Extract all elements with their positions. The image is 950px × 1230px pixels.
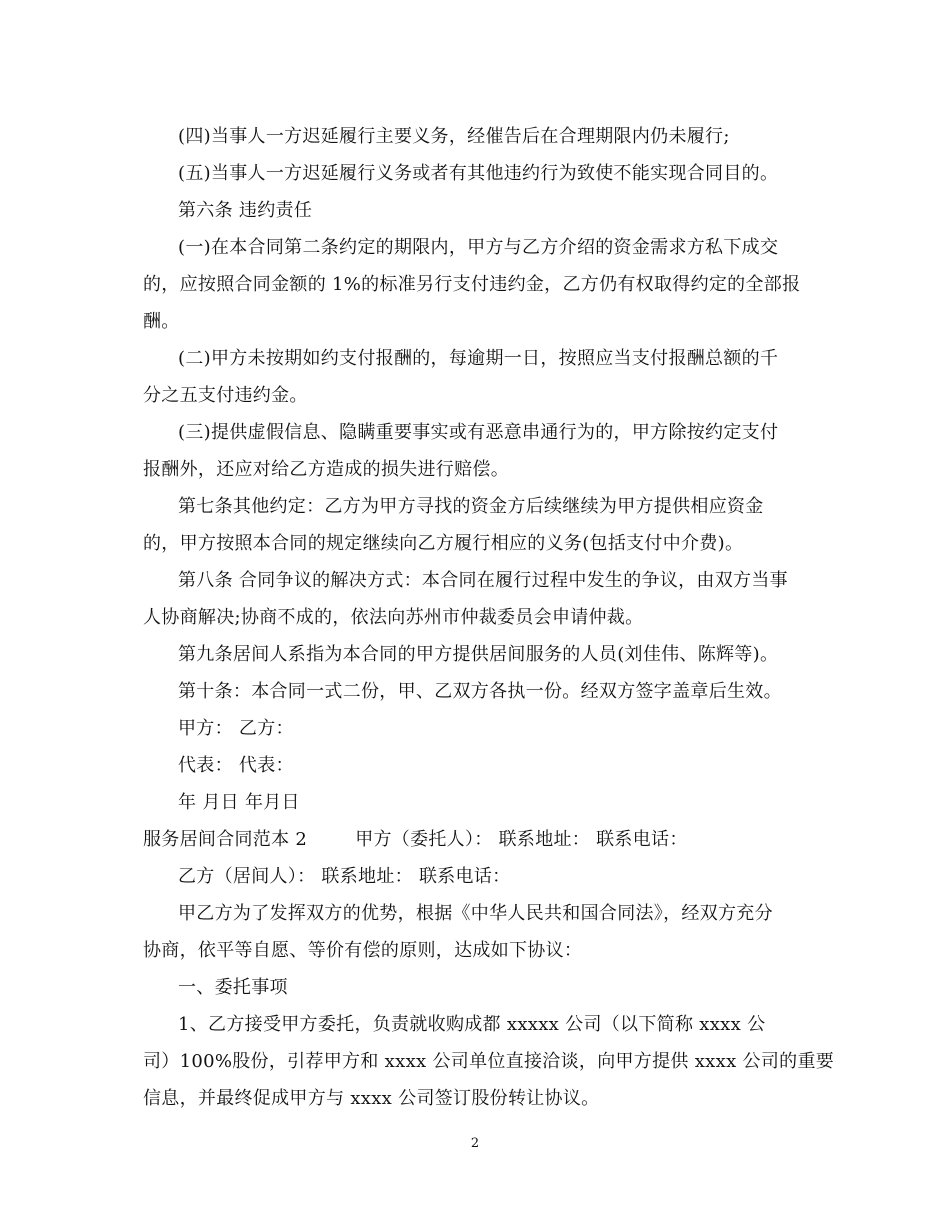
text-block-2 <box>143 858 835 1117</box>
paragraph-line: (四)当事人一方迟延履行主要义务，经催告后在合理期限内仍未履行; <box>178 126 730 147</box>
paragraph-line: 甲乙方为了发挥双方的优势，根据《中华人民共和国合同法》，经双方充分 <box>178 903 773 924</box>
paragraph-line: 第八条 合同争议的解决方式：本合同在履行过程中发生的争议，由双方当事 <box>178 570 788 591</box>
paragraph-line: 一、委托事项 <box>178 977 288 998</box>
text-block-1 <box>143 118 813 821</box>
paragraph-line: 第十条：本合同一式二份，甲、乙双方各执一份。经双方签字盖章后生效。 <box>178 681 782 702</box>
paragraph-line: (三)提供虚假信息、隐瞒重要事实或有恶意串通行为的，甲方除按约定支付 <box>178 422 779 443</box>
paragraph-line: 乙方（居间人）： 联系地址： 联系电话： <box>178 866 511 887</box>
paragraph-line: 分之五支付违约金。 <box>143 385 308 406</box>
paragraph-line: 的，甲方按照本合同的规定继续向乙方履行相应的义务(包括支付中介费)。 <box>143 533 744 554</box>
paragraph-line: 司）100%股份，引荐甲方和 xxxx 公司单位直接洽谈，向甲方提供 xxxx 公司的重要 <box>143 1051 835 1072</box>
paragraph-line: 信息，并最终促成甲方与 xxxx 公司签订股份转让协议。 <box>143 1088 600 1109</box>
section-title: 服务居间合同范本 2 <box>143 829 308 850</box>
paragraph-line: 人协商解决;协商不成的，依法向苏州市仲裁委员会申请仲裁。 <box>143 607 644 628</box>
paragraph-line: 代表： 代表： <box>178 755 294 776</box>
paragraph-line: (五)当事人一方迟延履行义务或者有其他违约行为致使不能实现合同目的。 <box>178 163 779 184</box>
paragraph-line: 的，应按照合同金额的 1%的标准另行支付违约金，乙方仍有权取得约定的全部报 <box>143 274 801 295</box>
party-a-fields: 甲方（委托人）： 联系地址： 联系电话： <box>355 829 688 850</box>
paragraph-line: 甲方： 乙方： <box>178 718 294 739</box>
paragraph-line: (二)甲方未按期如约支付报酬的，每逾期一日，按照应当支付报酬总额的千 <box>178 348 779 369</box>
paragraph-line: 协商，依平等自愿、等价有偿的原则，达成如下协议： <box>143 940 583 961</box>
page-number: 2 <box>470 1136 480 1151</box>
paragraph-line: 第七条其他约定：乙方为甲方寻找的资金方后续继续为甲方提供相应资金 <box>178 496 764 517</box>
paragraph-line: (一)在本合同第二条约定的期限内，甲方与乙方介绍的资金需求方私下成交 <box>178 237 779 258</box>
paragraph-line: 1、乙方接受甲方委托，负责就收购成都 xxxxx 公司（以下简称 xxxx 公 <box>178 1014 766 1035</box>
paragraph-line: 报酬外，还应对给乙方造成的损失进行赔偿。 <box>143 459 509 480</box>
body-text <box>143 118 835 1117</box>
paragraph-line: 第九条居间人系指为本合同的甲方提供居间服务的人员(刘佳伟、陈辉等)。 <box>178 644 779 665</box>
paragraph-line: 年 月日 年月日 <box>178 792 300 813</box>
section-heading-line <box>143 821 813 858</box>
paragraph-line: 第六条 违约责任 <box>178 200 313 221</box>
paragraph-line: 酬。 <box>143 311 180 332</box>
